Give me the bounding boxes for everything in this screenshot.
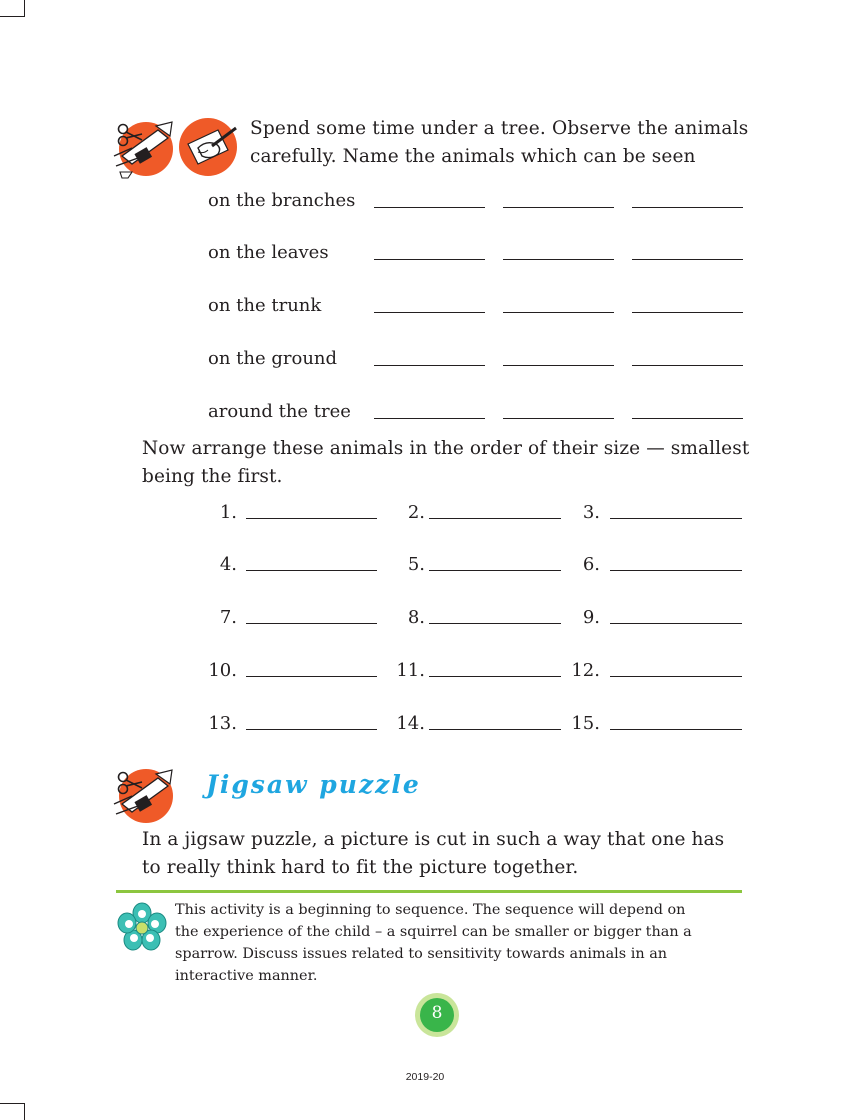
teacher-note-line-2: the experience of the child – a squirrel can be smaller or bigger than a	[175, 924, 692, 940]
order-blank[interactable]	[246, 570, 377, 571]
order-number-3: 3.	[582, 502, 600, 523]
order-number-1: 1.	[219, 502, 237, 523]
animal-blank[interactable]	[503, 259, 614, 260]
arrange-instruction	[142, 435, 752, 491]
writing-activity-icon	[178, 114, 240, 178]
crop-mark-top-vertical	[24, 0, 25, 16]
order-blank[interactable]	[429, 570, 561, 571]
order-blank[interactable]	[429, 729, 561, 730]
activity-intro	[250, 115, 750, 171]
order-blank[interactable]	[610, 518, 742, 519]
arrange-instruction-line-1: Now arrange these animals in the order of their size — smallest	[142, 438, 750, 459]
order-number-5: 5.	[407, 554, 425, 575]
order-blank[interactable]	[610, 570, 742, 571]
order-number-11: 11.	[396, 660, 425, 681]
order-blank[interactable]	[246, 623, 377, 624]
crop-mark-bottom-vertical	[24, 1103, 25, 1120]
teacher-note-line-1: This activity is a beginning to sequence. The sequence will depend on	[175, 902, 686, 918]
animal-blank[interactable]	[632, 418, 743, 419]
order-blank[interactable]	[246, 676, 377, 677]
animal-blank[interactable]	[503, 365, 614, 366]
activity-intro-line-2: carefully. Name the animals which can be seen	[250, 146, 696, 167]
animal-blank[interactable]	[374, 365, 485, 366]
order-blank[interactable]	[246, 518, 377, 519]
location-label-around-tree: around the tree	[208, 401, 351, 422]
order-number-15: 15.	[571, 713, 600, 734]
order-blank[interactable]	[429, 676, 561, 677]
order-number-6: 6.	[582, 554, 600, 575]
order-number-2: 2.	[407, 502, 425, 523]
footer-year: 2019-20	[405, 1071, 445, 1083]
page-number-badge	[413, 992, 461, 1038]
order-blank[interactable]	[610, 729, 742, 730]
order-blank[interactable]	[429, 518, 561, 519]
order-number-7: 7.	[219, 607, 237, 628]
location-label-ground: on the ground	[208, 348, 338, 369]
crop-mark-top-horizontal	[0, 16, 25, 17]
animal-blank[interactable]	[374, 418, 485, 419]
order-number-13: 13.	[208, 713, 237, 734]
animal-blank[interactable]	[503, 312, 614, 313]
arrange-instruction-line-2: being the first.	[142, 466, 283, 487]
location-label-trunk: on the trunk	[208, 295, 322, 316]
animal-blank[interactable]	[632, 259, 743, 260]
divider-rule	[116, 890, 742, 893]
animal-blank[interactable]	[374, 312, 485, 313]
animal-blank[interactable]	[632, 312, 743, 313]
teacher-note-line-4: interactive manner.	[175, 968, 318, 984]
order-number-4: 4.	[219, 554, 237, 575]
section-heading: Jigsaw puzzle	[206, 770, 421, 799]
order-blank[interactable]	[429, 623, 561, 624]
animal-blank[interactable]	[374, 259, 485, 260]
jigsaw-description-line-2: to really think hard to fit the picture together.	[142, 857, 579, 878]
teacher-note	[175, 899, 741, 987]
order-number-10: 10.	[208, 660, 237, 681]
cut-paste-activity-icon	[112, 764, 178, 826]
order-blank[interactable]	[610, 623, 742, 624]
animal-blank[interactable]	[503, 207, 614, 208]
order-number-8: 8.	[407, 607, 425, 628]
order-number-9: 9.	[582, 607, 600, 628]
teacher-note-line-3: sparrow. Discuss issues related to sensitivity towards animals in an	[175, 946, 668, 962]
animal-blank[interactable]	[632, 207, 743, 208]
activity-intro-line-1: Spend some time under a tree. Observe the animals	[250, 118, 749, 139]
crop-mark-bottom-horizontal	[0, 1103, 25, 1104]
animal-blank[interactable]	[374, 207, 485, 208]
animal-blank[interactable]	[503, 418, 614, 419]
order-blank[interactable]	[610, 676, 742, 677]
animal-blank[interactable]	[632, 365, 743, 366]
order-number-12: 12.	[571, 660, 600, 681]
page-number: 8	[431, 1003, 443, 1023]
jigsaw-description-line-1: In a jigsaw puzzle, a picture is cut in such a way that one has	[142, 829, 725, 850]
flower-icon	[116, 902, 168, 952]
order-number-14: 14.	[396, 713, 425, 734]
cut-paste-activity-icon	[112, 116, 178, 180]
location-label-branches: on the branches	[208, 190, 356, 211]
jigsaw-description	[142, 826, 752, 882]
location-label-leaves: on the leaves	[208, 242, 329, 263]
order-blank[interactable]	[246, 729, 377, 730]
